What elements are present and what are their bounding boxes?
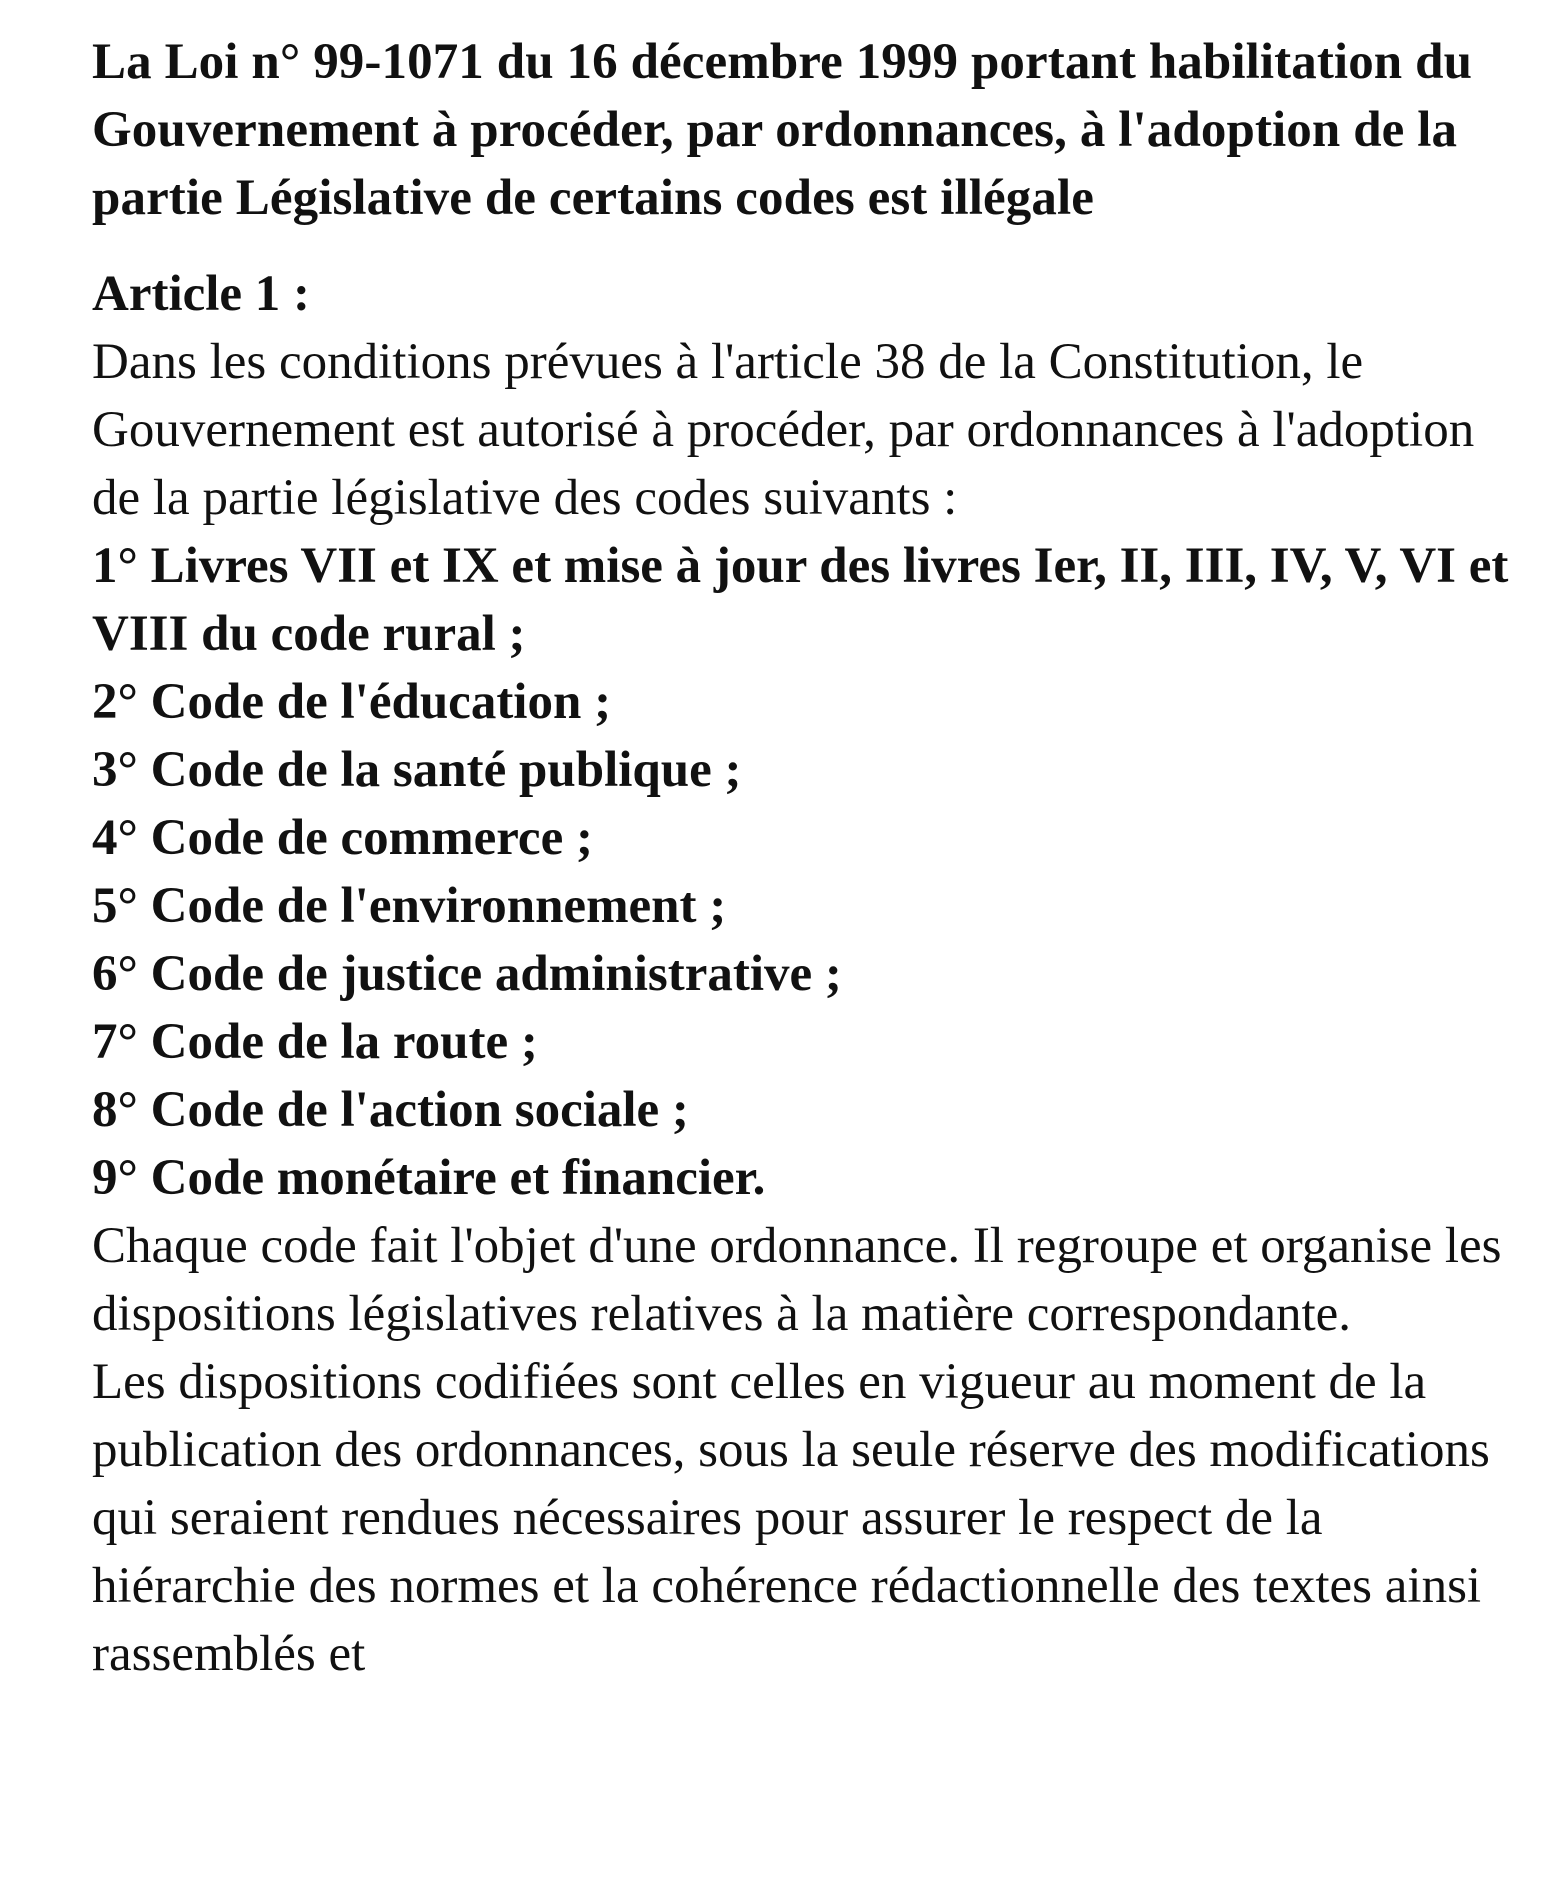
code-list-item-7: 7° Code de la route ; [92,1014,538,1070]
code-list-item-5: 5° Code de l'environnement ; [92,878,727,934]
document-title: La Loi n° 99-1071 du 16 décembre 1999 portant habilitation du Gouvernement à procéder, par ordonnances, à l'adoption de la partie Législative de certains codes est illégale [92,34,1473,226]
code-list-item-9: 9° Code monétaire et financier. [92,1150,766,1206]
code-list-item-8: 8° Code de l'action sociale ; [92,1082,689,1138]
article-1-section [92,260,1512,1688]
code-list-item-3: 3° Code de la santé publique ; [92,742,742,798]
code-list-item-2: 2° Code de l'éducation ; [92,674,612,730]
article-intro-paragraph: Dans les conditions prévues à l'article 38 de la Constitution, le Gouvernement est autorisé à procéder, par ordonnances à l'adoption de la partie législative des codes suivants : [92,334,1475,526]
code-list-item-4: 4° Code de commerce ; [92,810,593,866]
article-heading: Article 1 : [92,266,311,322]
article-paragraph-codification: Chaque code fait l'objet d'une ordonnance. Il regroupe et organise les dispositions législatives relatives à la matière correspondante. [92,1218,1502,1342]
code-list [92,532,1512,1212]
article-paragraph-provisions: Les dispositions codifiées sont celles en vigueur au moment de la publication des ordonnances, sous la seule réserve des modifications qui seraient rendues nécessaires pour assurer le respect de la hiérarchie des normes et la cohérence rédactionnelle des textes ainsi rassemblés et [92,1354,1490,1682]
code-list-item-1: 1° Livres VII et IX et mise à jour des livres Ier, II, III, IV, V, VI et VIII du code rural ; [92,538,1509,662]
code-list-item-6: 6° Code de justice administrative ; [92,946,842,1002]
document-page [92,28,1512,1688]
